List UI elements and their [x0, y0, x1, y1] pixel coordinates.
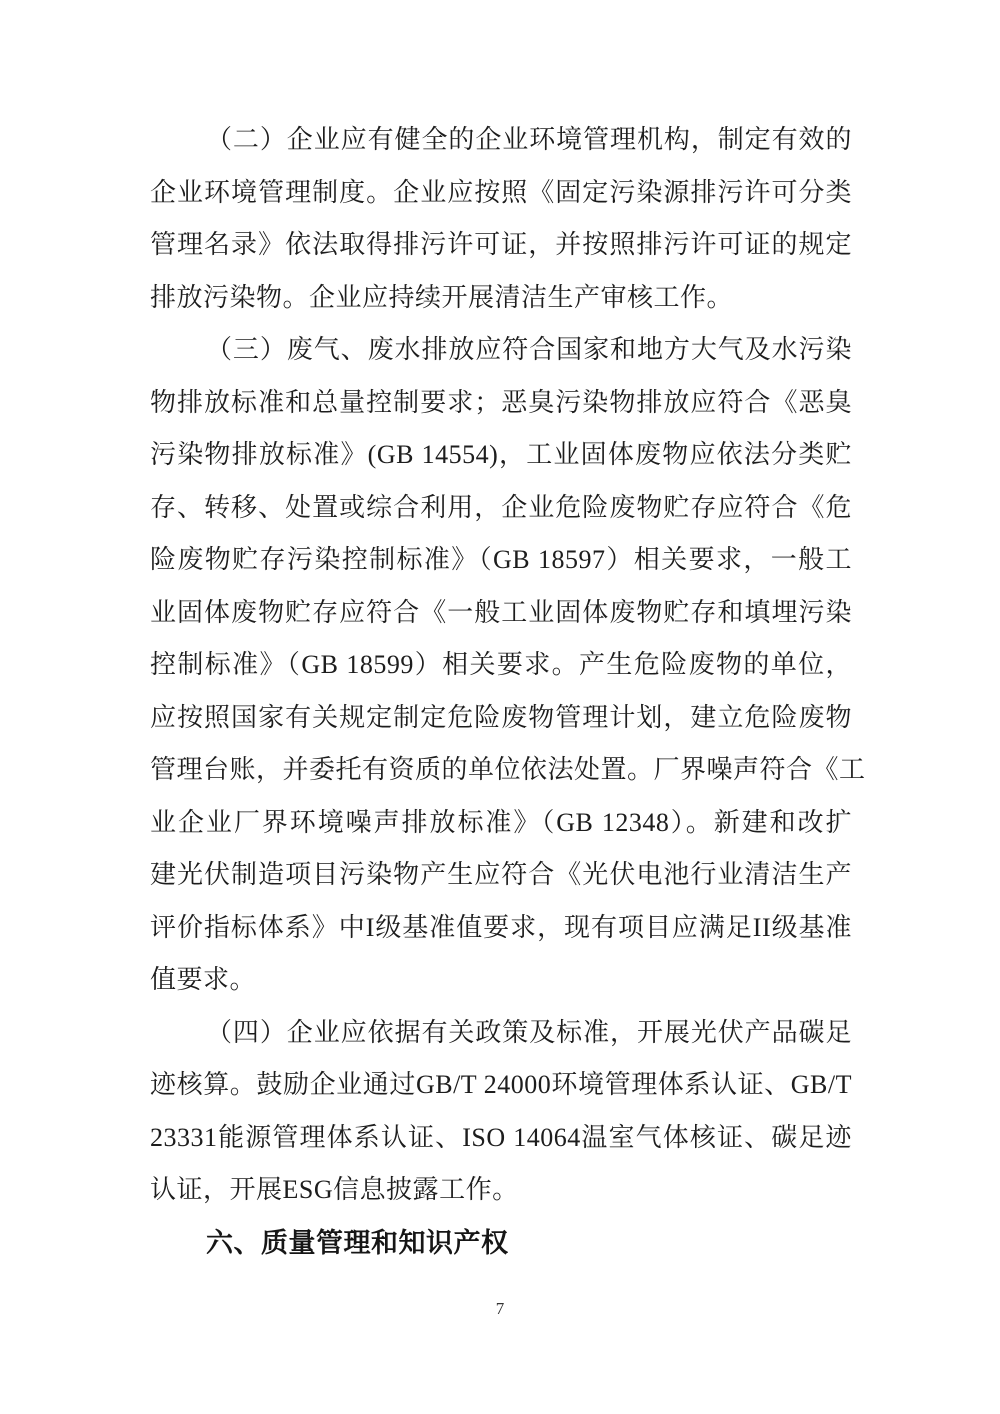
text-line: （四）企业应依据有关政策及标准，开展光伏产品碳足: [206, 1017, 852, 1047]
text-line: 管理台账，并委托有资质的单位依法处置。厂界噪声符合《工: [150, 755, 866, 784]
text-line: 业企业厂界环境噪声排放标准》（GB 12348）。新建和改扩: [150, 807, 852, 837]
text-line: 认证，开展ESG信息披露工作。: [150, 1175, 519, 1204]
text-line: 物排放标准和总量控制要求；恶臭污染物排放应符合《恶臭: [150, 387, 852, 417]
page-number: 7: [495, 1299, 505, 1318]
text-line: 存、转移、处置或综合利用，企业危险废物贮存应符合《危: [150, 492, 852, 522]
paragraph: [150, 1007, 852, 1217]
text-line: 应按照国家有关规定制定危险废物管理计划，建立危险废物: [150, 702, 852, 732]
text-line: 企业环境管理制度。企业应按照《固定污染源排污许可分类: [150, 177, 852, 207]
text-line: （二）企业应有健全的企业环境管理机构，制定有效的: [206, 125, 852, 154]
text-line: 23331能源管理体系认证、ISO 14064温室气体核证、碳足迹: [150, 1122, 852, 1152]
text-line: 值要求。: [150, 965, 257, 994]
text-line: 污染物排放标准》(GB 14554)，工业固体废物应依法分类贮: [150, 440, 852, 469]
text-line: （三）废气、废水排放应符合国家和地方大气及水污染: [206, 335, 852, 364]
text-line: 评价指标体系》中I级基准值要求，现有项目应满足II级基准: [150, 912, 852, 942]
text-line: 建光伏制造项目污染物产生应符合《光伏电池行业清洁生产: [150, 860, 852, 889]
text-line: 管理名录》依法取得排污许可证，并按照排污许可证的规定: [150, 230, 852, 259]
document-text-block: [150, 114, 866, 1269]
text-line: 迹核算。鼓励企业通过GB/T 24000环境管理体系认证、GB/T: [150, 1070, 852, 1099]
text-line: 排放污染物。企业应持续开展清洁生产审核工作。: [150, 282, 734, 312]
text-line: 险废物贮存污染控制标准》（GB 18597）相关要求，一般工: [150, 545, 852, 574]
paragraph: [150, 324, 866, 1007]
section-heading: 六、质量管理和知识产权: [206, 1227, 509, 1258]
paragraph: [150, 114, 852, 324]
text-line: 业固体废物贮存应符合《一般工业固体废物贮存和填埋污染: [150, 597, 852, 627]
text-line: 控制标准》（GB 18599）相关要求。产生危险废物的单位，: [150, 650, 852, 679]
